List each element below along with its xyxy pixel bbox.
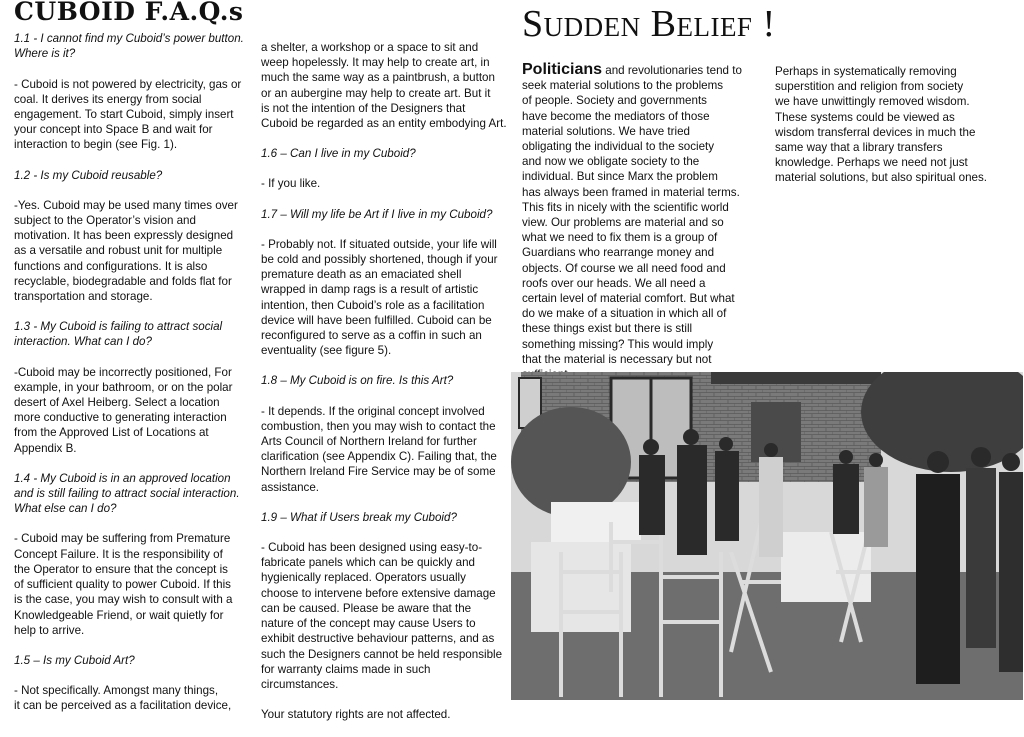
faq-question: 1.5 – Is my Cuboid Art? — [14, 653, 135, 667]
faq-answer: - It depends. If the original concept involved combustion, then you may wish to contact the Arts Council of Northern Ireland for further clarification (see Appendix C). Failing that, the Northern Ireland Fire Service may be of some assistance. — [261, 404, 497, 494]
article-text-1: and revolutionaries tend to seek material solutions to the problems of people. Society and governments have become the mediators of those material solutions. We have tried obligating the individual to the society and now we obligate society to the individual. But since Marx the problem has always been framed in material terms. This fits in nicely with the scientific world view. Our problems are material and so what we need to fix them is a group of Guardians who rearrange money and objects. Of course we all need food and roofs over our heads. We all need a certain level of material comfort. But what do we make of a situation in which all of these things exist but there is still something missing? This would imply that the material is necessary but not — [522, 64, 742, 366]
faq-answer: -Yes. Cuboid may be used many times over subject to the Operator’s vision and motivation. It has been expressly designed as a versatile and robust unit for multiple functions and configurations. It is also recyclable, biodegradable and folds flat for transportation and storage. — [14, 198, 238, 304]
faq-title: CUBOID F.A.Q.s — [14, 0, 244, 26]
faq-list-1 — [14, 31, 254, 713]
shrub — [511, 407, 631, 517]
photo-illustration — [511, 372, 1023, 700]
faq-answer: - Cuboid may be suffering from Premature Concept Failure. It is the responsibility of the Operator to ensure that the concept is of sufficient quality to power Cuboid. If this is the case, you may wish to consult with a Knowledgeable Friend, or wait quietly for help to arrive. — [14, 532, 233, 637]
faq-column-1 — [14, 0, 254, 729]
article-title: Sudden Belief ! — [522, 3, 776, 45]
faq-question: 1.7 – Will my life be Art if I live in my Cuboid? — [261, 207, 493, 221]
faq-question: 1.6 – Can I live in my Cuboid? — [261, 147, 416, 161]
faq-question: 1.9 – What if Users break my Cuboid? — [261, 510, 457, 524]
article-column-2 — [775, 0, 1015, 201]
faq-list-2 — [261, 40, 513, 722]
faq-answer: - Cuboid is not powered by electricity, gas or coal. It derives its energy from social engagement. To start Cuboid, simply insert your concept into Space B and wait for interaction to begin (see Fig. 1). — [14, 77, 242, 152]
faq-question: 1.2 - Is my Cuboid reusable? — [14, 168, 163, 182]
article-lead-word: Politicians — [522, 61, 603, 78]
faq-question: 1.4 - My Cuboid is in an approved location and is still failing to attract social interaction. What else can I do? — [14, 471, 240, 516]
faq-answer: Your statutory rights are not affected. — [261, 708, 451, 722]
faq-answer: - If you like. — [261, 177, 321, 191]
article-paragraph-2: Perhaps in systematically removing superstition and religion from society we have unwittingly removed wisdom. These systems could be viewed as wisdom transferral devices in much the same way that a library transfers knowledge. Perhaps we need not just material solutions, but also spiritual ones. — [775, 65, 988, 185]
article-paragraph-1 — [522, 62, 767, 382]
faq-answer: - Probably not. If situated outside, your life will be cold and possibly shortened, though if your premature death as an emaciated shell wrapped in damp rags is a result of artistic intention, then Cuboid’s role as a facilitation device will have been fulfilled. Cuboid can be reconfigured to serve as a coffin in such an eventuality (see figure 5). — [261, 237, 498, 358]
faq-answer: -Cuboid may be incorrectly positioned, For example, in your bathroom, or on the polar desert of Axel Heiberg. Select a location more conductive to generating interaction from the Approved List of Locations at Appendix B. — [14, 365, 233, 455]
faq-question: 1.3 - My Cuboid is failing to attract social interaction. What can I do? — [14, 320, 223, 349]
faq-question: 1.1 - I cannot find my Cuboid’s power button. Where is it? — [14, 32, 244, 61]
garden-party-photo — [511, 372, 1023, 700]
faq-question: 1.8 – My Cuboid is on fire. Is this Art? — [261, 374, 454, 388]
faq-answer: - Not specifically. Amongst many things, it can be perceived as a facilitation device, — [14, 684, 232, 713]
table-cloth — [531, 542, 631, 632]
faq-answer: - Cuboid has been designed using easy-to- fabricate panels which can be quickly and hygienically replaced. Operators usually choose to intervene before extensive damage can be caused. Please be aware that the nature of the concept may cause Users to exhibit destructive behaviour patterns, and as such the Designers cannot be held responsible for warranty claims made in such circumstances. — [261, 541, 503, 691]
faq-column-2 — [261, 0, 513, 737]
article-column-1 — [522, 0, 767, 397]
faq-answer: a shelter, a workshop or a space to sit and weep hopelessly. It may help to create art, in much the same way as a paintbrush, a button or an aubergine may help to create art. But it is not the intention of the Designers that Cuboid be regarded as an entity embodying Art. — [261, 41, 507, 131]
